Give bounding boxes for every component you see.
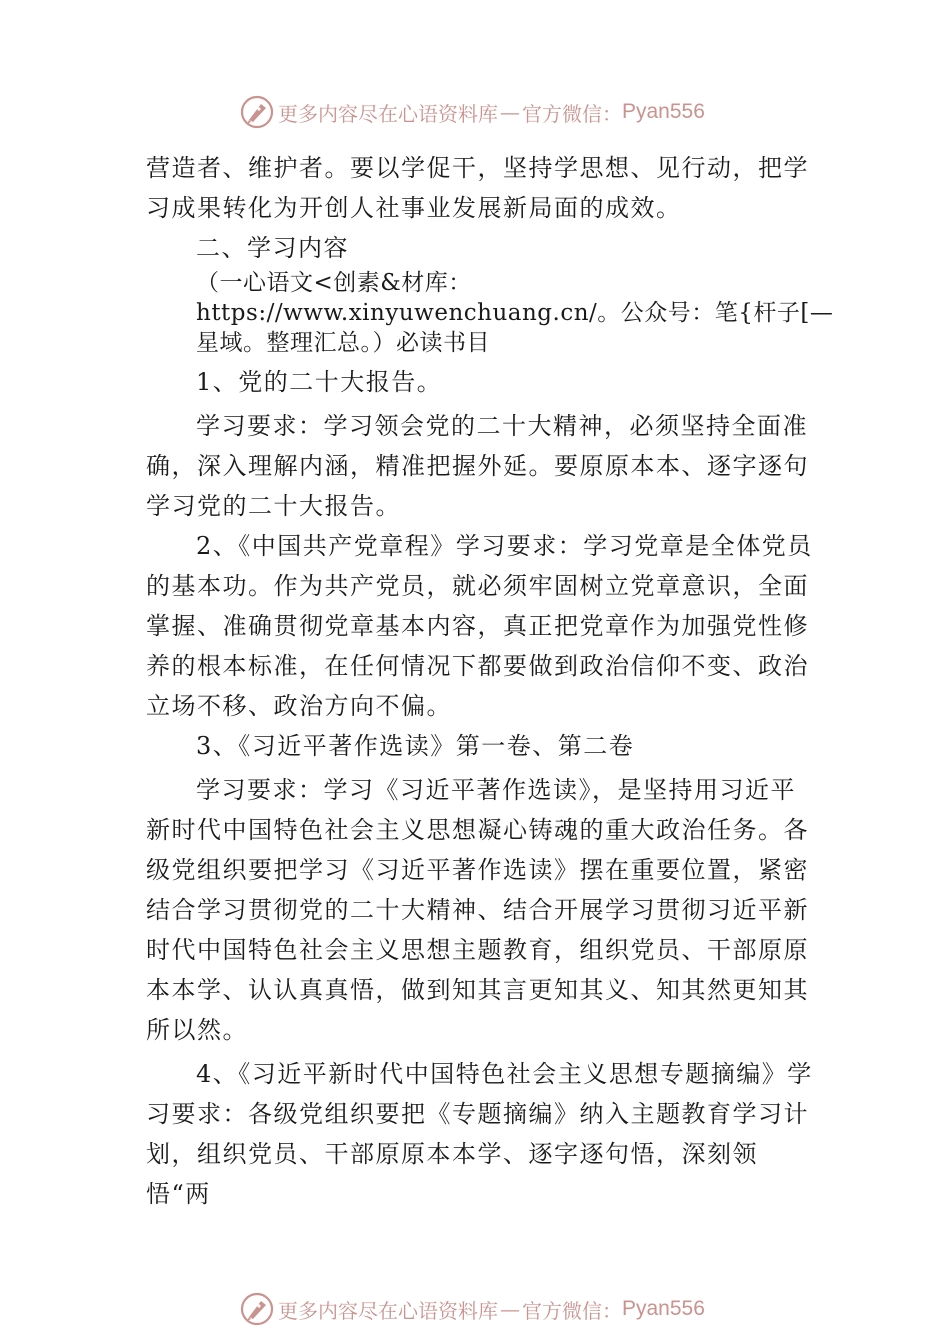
- document-body: [146, 148, 834, 1214]
- paragraph-continuation: 营造者、维护者。要以学促干，坚持学思想、见行动，把学习成果转化为开创人社事业发展新局面的成效。: [146, 154, 809, 222]
- section-heading-study-content: 二、学习内容: [196, 234, 349, 262]
- watermark-site-text: 更多内容尽在心语资料库: [278, 101, 498, 126]
- book-item-3: 3、《习近平著作选读》第一卷、第二卷: [196, 732, 635, 760]
- pen-nib-logo-icon: [240, 1292, 274, 1326]
- watermark-site-text: 更多内容尽在心语资料库: [278, 1298, 498, 1323]
- pen-nib-logo-icon: [240, 95, 274, 129]
- watermark-wechat-id: Pyan556: [622, 1297, 705, 1320]
- book-item-1: 1、党的二十大报告。: [196, 368, 443, 396]
- footer-watermark: [240, 1289, 705, 1329]
- watermark-separator: —: [500, 100, 520, 124]
- header-watermark: [240, 92, 705, 132]
- requirement-1: 学习要求：学习领会党的二十大精神，必须坚持全面准确，深入理解内涵，精准把握外延。要原原本本、逐字逐句学习党的二十大报告。: [146, 412, 809, 520]
- watermark-official-text: 官方微信：: [522, 1298, 622, 1323]
- source-note: （一心语文<创素&材库：https://www.xinyuwenchuang.cn/。公众号：笔{杆子[—星域。整理汇总。）必读书目: [196, 270, 834, 356]
- requirement-3: 学习要求：学习《习近平著作选读》，是坚持用习近平新时代中国特色社会主义思想凝心铸魂的重大政治任务。各级党组织要把学习《习近平著作选读》摆在重要位置，紧密结合学习贯彻党的二十大精神、结合开展学习贯彻习近平新时代中国特色社会主义思想主题教育，组织党员、干部原原本本学、认认真真悟，做到知其言更知其义、知其然更知其所以然。: [146, 776, 809, 1044]
- watermark-official-text: 官方微信：: [522, 101, 622, 126]
- book-item-2: 2、《中国共产党章程》学习要求：学习党章是全体党员的基本功。作为共产党员，就必须牢固树立党章意识，全面掌握、准确贯彻党章基本内容，真正把党章作为加强党性修养的根本标准，在任何情况下都要做到政治信仰不变、政治立场不移、政治方向不偏。: [146, 532, 813, 720]
- watermark-separator: —: [500, 1297, 520, 1321]
- book-item-4: 4、《习近平新时代中国特色社会主义思想专题摘编》学习要求：各级党组织要把《专题摘编》纳入主题教育学习计划，组织党员、干部原原本本学、逐字逐句悟，深刻领悟“两: [146, 1060, 813, 1208]
- watermark-wechat-id: Pyan556: [622, 100, 705, 123]
